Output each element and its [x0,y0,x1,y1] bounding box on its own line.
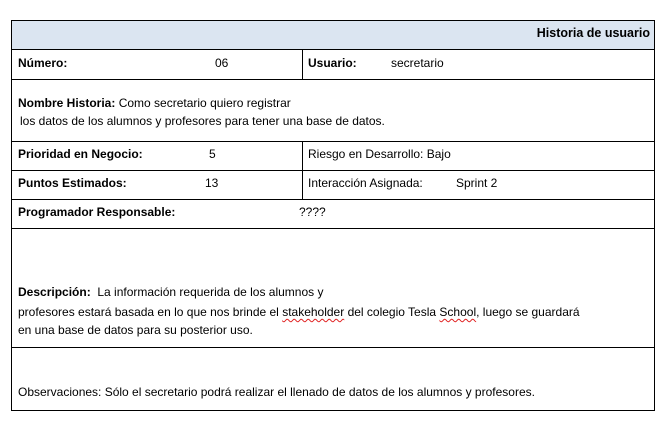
programador-value: ???? [299,205,326,219]
interaccion-value: Sprint 2 [456,176,498,190]
row-prioridad-riesgo [12,142,654,171]
historia-label: Nombre Historia: [18,96,116,110]
card-title: Historia de usuario [536,26,650,40]
descripcion-line1 [18,285,323,299]
row-historia [12,80,654,142]
row-numero-usuario [12,50,654,80]
prioridad-cell [12,142,302,170]
row-programador [12,200,654,229]
row-puntos-interaccion [12,171,654,200]
descripcion-text-line1: La información requerida de los alumnos y [97,285,324,299]
descripcion-line2-part1: profesores estará basada en lo que nos brinde el [18,305,283,319]
descripcion-text-line3: en una base de datos para su posterior uso. [18,323,253,337]
programador-label: Programador Responsable: [18,205,176,219]
interaccion-cell [302,171,654,199]
riesgo-cell [302,142,654,170]
prioridad-value: 5 [209,147,216,161]
descripcion-line2 [18,305,580,319]
interaccion-label: Interacción Asignada: [308,176,423,190]
puntos-label: Puntos Estimados: [18,176,127,190]
riesgo-text: Riesgo en Desarrollo: Bajo [308,147,451,161]
usuario-value: secretario [391,56,444,70]
usuario-cell [302,50,654,79]
row-observaciones [12,348,654,410]
descripcion-school-word: School [439,305,477,319]
descripcion-label: Descripción: [18,285,91,299]
descripcion-line2-part3: , luego se guardará [476,305,580,319]
row-descripcion [12,229,654,348]
prioridad-label: Prioridad en Negocio: [18,147,143,161]
usuario-label: Usuario: [308,56,357,70]
numero-value: 06 [215,56,229,70]
numero-cell [12,50,302,79]
descripcion-line2-part2: del colegio Tesla [344,305,440,319]
card-header [12,21,654,50]
historia-text-line2: los datos de los alumnos y profesores para tener una base de datos. [20,114,385,128]
descripcion-stakeholder-word: stakeholder [282,305,345,319]
historia-text-line1: Como secretario quiero registrar [118,96,291,110]
puntos-value: 13 [205,176,219,190]
user-story-card [11,20,655,411]
historia-line1 [18,96,291,110]
puntos-cell [12,171,302,199]
numero-label: Número: [18,56,68,70]
observaciones-text: Observaciones: Sólo el secretario podrá realizar el llenado de datos de los alumnos y profesores. [18,385,535,399]
